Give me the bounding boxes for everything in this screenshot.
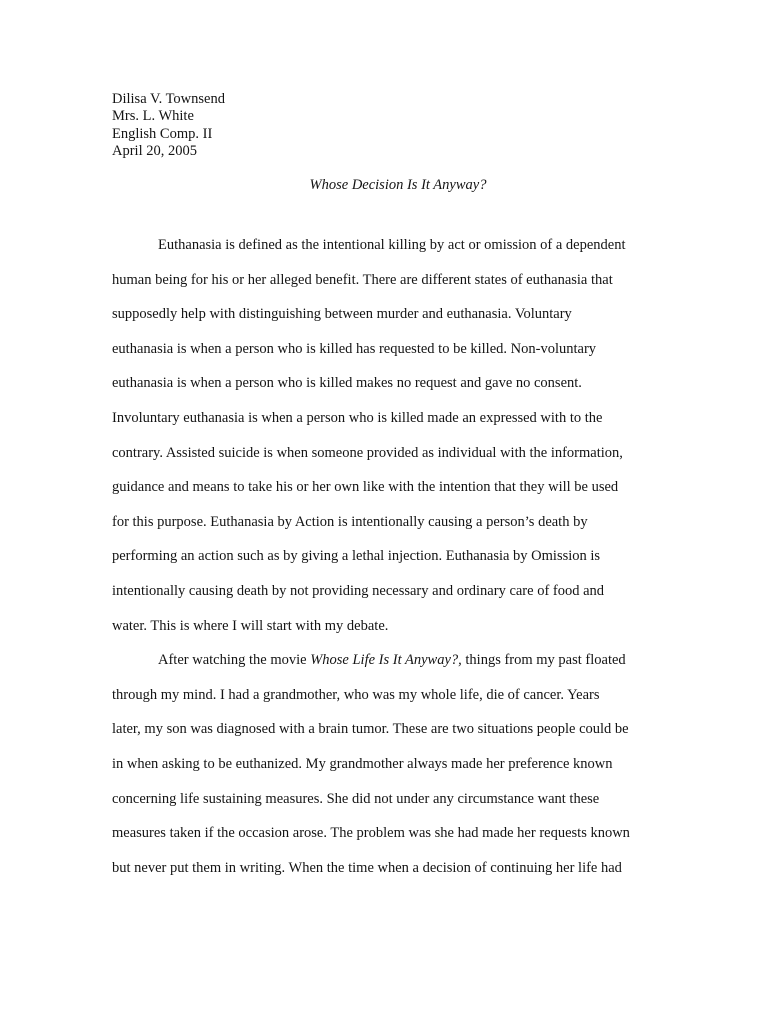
course-name: English Comp. II — [112, 125, 213, 142]
paragraph-line: in when asking to be euthanized. My grandmother always made her preference known — [112, 755, 613, 772]
paragraph-line: Euthanasia is defined as the intentional killing by act or omission of a dependent — [158, 237, 626, 253]
document-title: Whose Decision Is It Anyway? — [309, 177, 487, 193]
paragraph-line: guidance and means to take his or her own like with the intention that they will be used — [112, 479, 619, 496]
paragraph-line: later, my son was diagnosed with a brain tumor. These are two situations people could be — [112, 721, 629, 738]
paragraph-line: measures taken if the occasion arose. The problem was she had made her requests known — [112, 825, 630, 842]
paragraph-line: for this purpose. Euthanasia by Action is intentionally causing a person’s death by — [112, 513, 588, 530]
paragraph-line: euthanasia is when a person who is killed has requested to be killed. Non-voluntary — [112, 340, 597, 357]
document-date: April 20, 2005 — [112, 142, 197, 159]
paragraph-2 — [112, 643, 662, 885]
instructor-name: Mrs. L. White — [112, 108, 194, 125]
paragraph-line: Involuntary euthanasia is when a person who is killed made an expressed with to the — [112, 409, 603, 426]
text-run: things from my past floated — [461, 652, 626, 669]
text-run: After watching the movie — [158, 652, 311, 669]
movie-title: Whose Life Is It Anyway?, — [310, 652, 462, 669]
paragraph-1 — [112, 228, 662, 643]
paragraph-line: through my mind. I had a grandmother, who was my whole life, die of cancer. Years — [112, 686, 600, 703]
paragraph-line: water. This is where I will start with my debate. — [112, 617, 389, 634]
paragraph-line: contrary. Assisted suicide is when someone provided as individual with the information, — [112, 444, 623, 461]
paragraph-line: intentionally causing death by not providing necessary and ordinary care of food and — [112, 582, 605, 599]
document-header — [112, 91, 225, 160]
paragraph-first-line — [112, 643, 662, 678]
paragraph-line: concerning life sustaining measures. She did not under any circumstance want these — [112, 790, 600, 807]
paragraph-line: human being for his or her alleged benefit. There are different states of euthanasia that — [112, 271, 613, 288]
author-name: Dilisa V. Townsend — [112, 91, 225, 107]
paragraph-line: euthanasia is when a person who is killed makes no request and gave no consent. — [112, 375, 582, 392]
paragraph-line: performing an action such as by giving a lethal injection. Euthanasia by Omission is — [112, 548, 601, 565]
document-body — [112, 228, 662, 885]
paragraph-line: but never put them in writing. When the time when a decision of continuing her life had — [112, 859, 622, 876]
paragraph-line: supposedly help with distinguishing between murder and euthanasia. Voluntary — [112, 306, 572, 323]
